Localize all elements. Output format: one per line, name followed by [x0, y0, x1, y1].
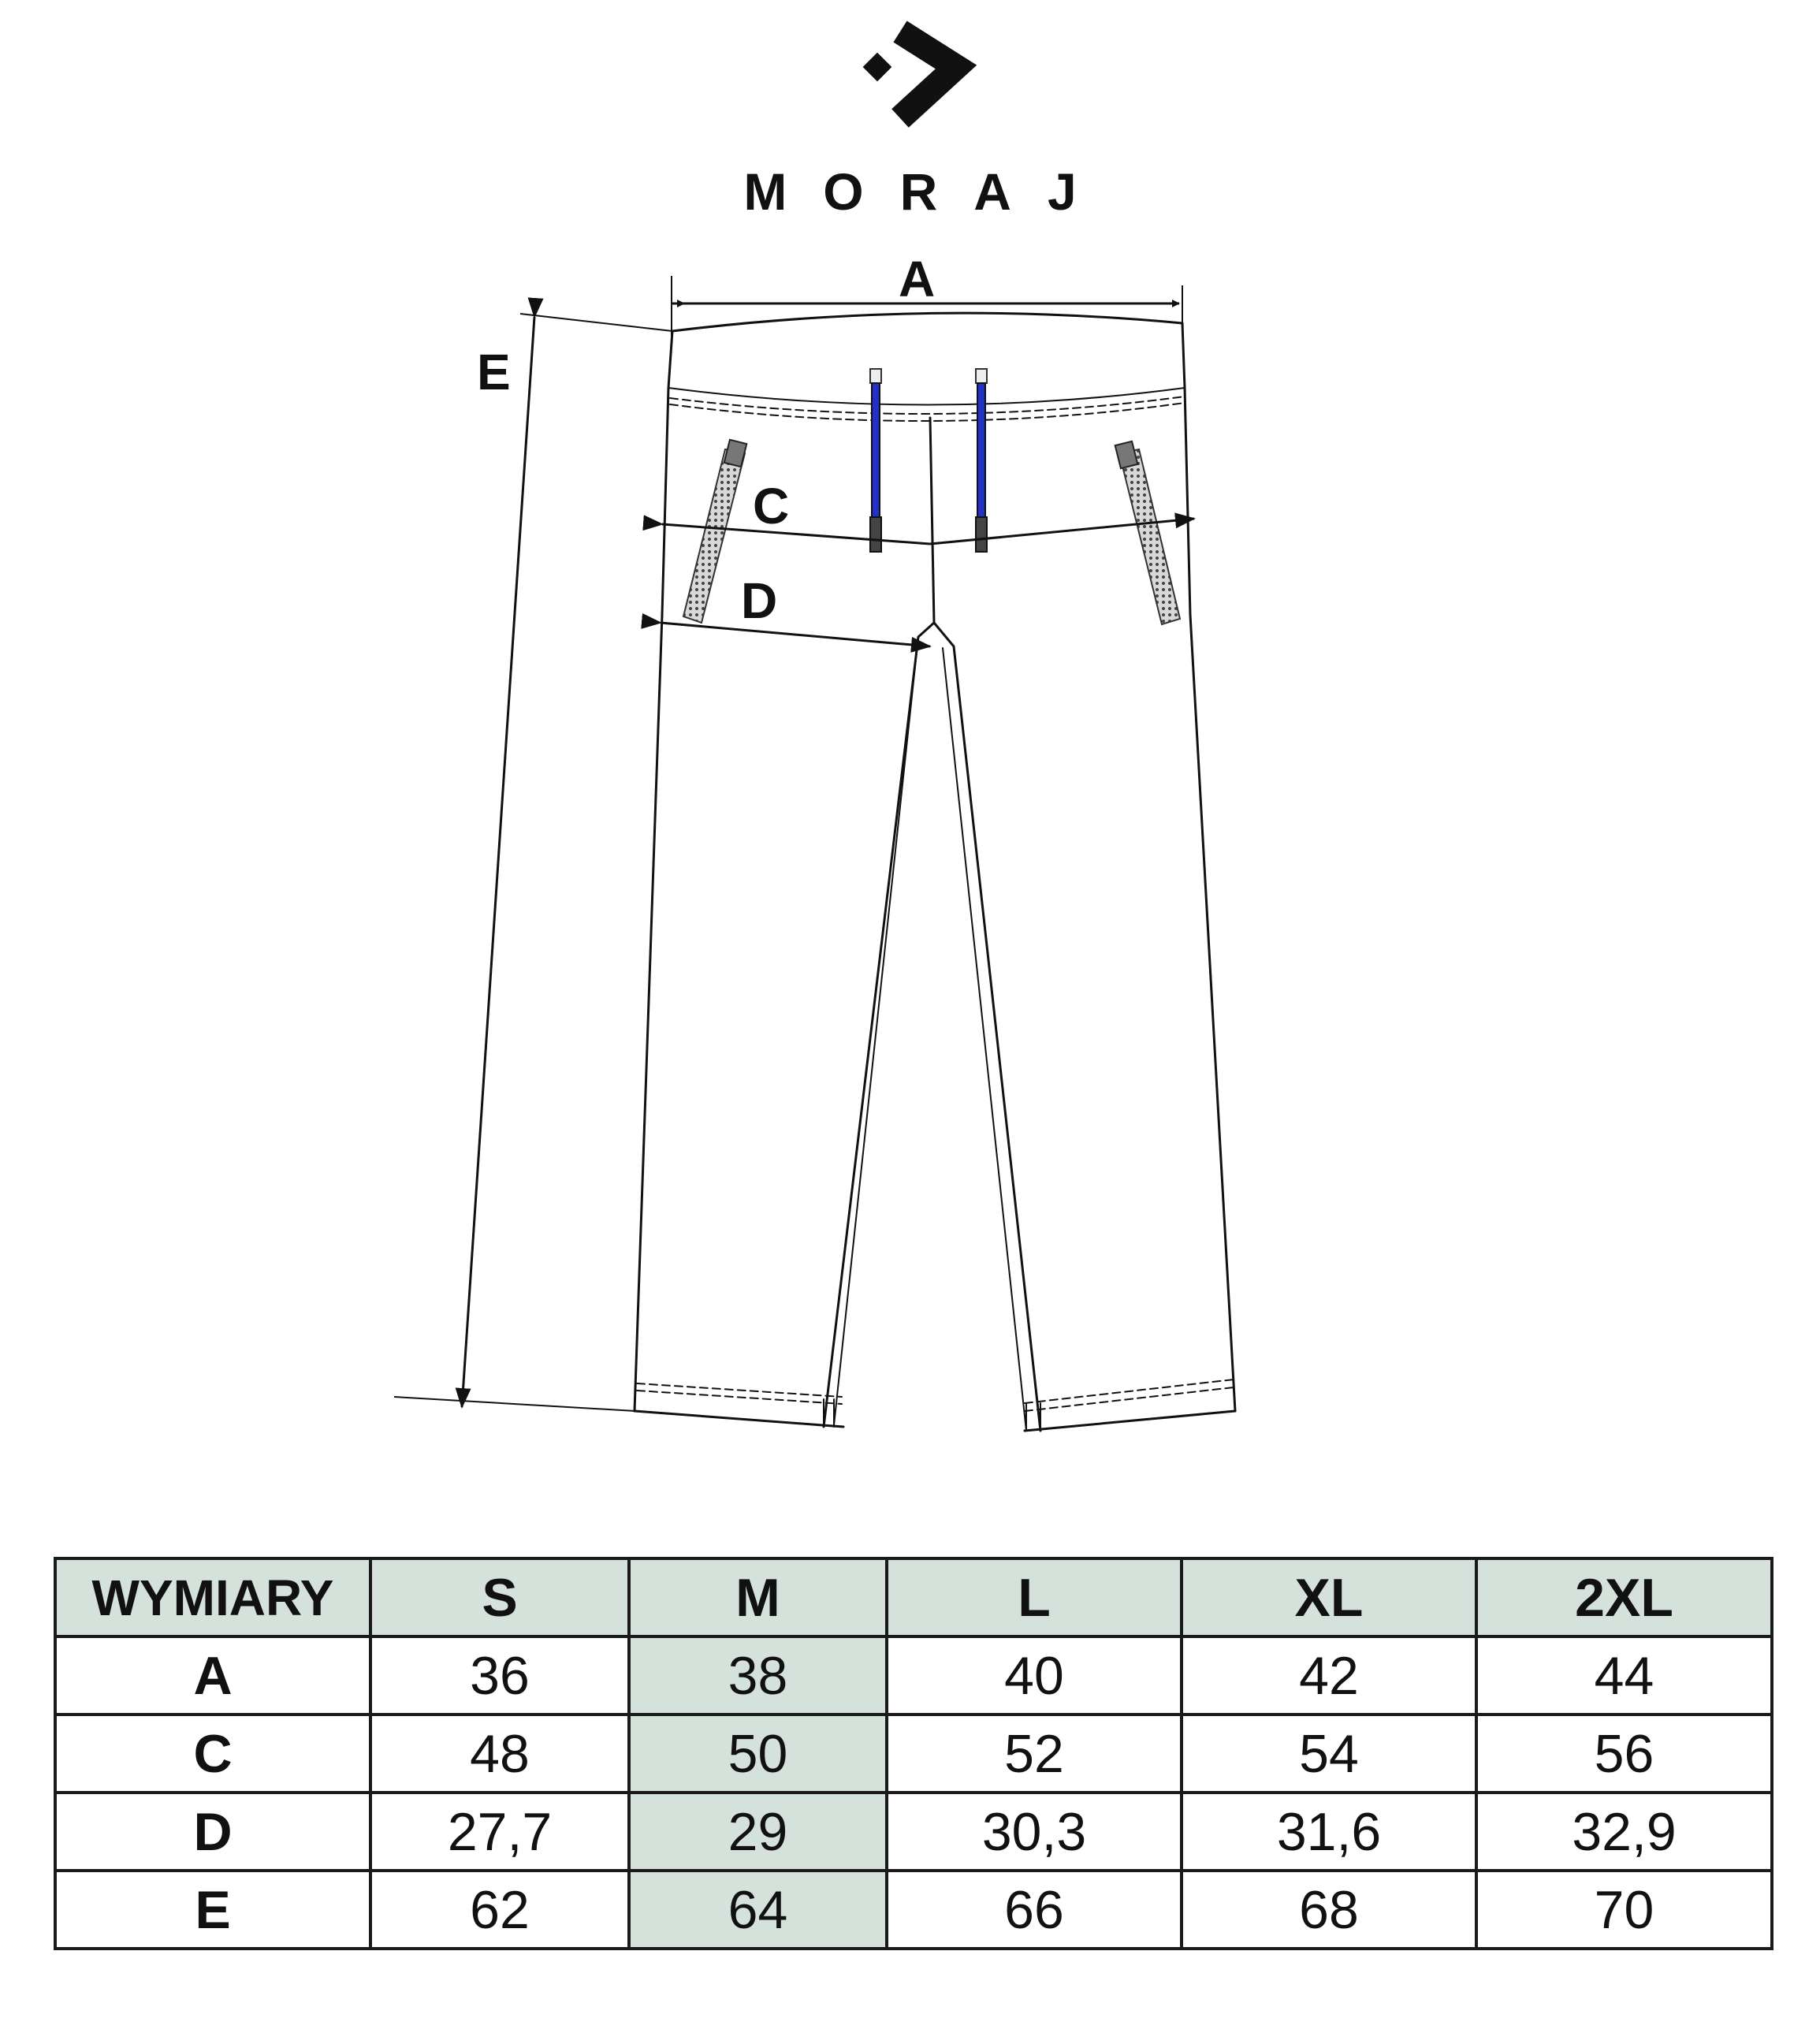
table-header-row	[55, 1558, 1772, 1636]
table-cell: 27,7	[370, 1793, 629, 1871]
left-leg-inner-seam-2	[834, 637, 918, 1425]
waistband-right-side	[1182, 323, 1185, 388]
waistband-bottom	[668, 388, 1185, 405]
dimension-e-extension-top	[520, 314, 672, 331]
table-cell: 36	[370, 1636, 629, 1715]
right-zipper-pocket	[1115, 441, 1180, 624]
right-leg-inner-seam	[934, 623, 1040, 1431]
table-cell: 56	[1476, 1715, 1772, 1793]
table-cell: 52	[887, 1715, 1182, 1793]
table-row	[55, 1636, 1772, 1715]
dimension-d-label: D	[741, 572, 778, 629]
table-header-cell: 2XL	[1476, 1558, 1772, 1636]
table-row-label: C	[55, 1715, 370, 1793]
left-zipper-pocket	[683, 440, 746, 623]
dimension-a-label: A	[899, 251, 936, 307]
table-cell: 62	[370, 1871, 629, 1949]
waistband-top	[672, 313, 1182, 331]
table-row-label: A	[55, 1636, 370, 1715]
right-leg-outer-seam	[1185, 388, 1235, 1411]
left-leg-outer-seam	[635, 388, 668, 1411]
brand-name: MORAJ	[743, 162, 1113, 221]
table-header-cell: M	[629, 1558, 887, 1636]
left-hem-stitch-1	[637, 1383, 842, 1397]
table-cell: 29	[629, 1793, 887, 1871]
dimension-d-line	[661, 623, 930, 646]
trousers-diagram	[0, 236, 1820, 1466]
table-cell: 44	[1476, 1636, 1772, 1715]
table-cell: 70	[1476, 1871, 1772, 1949]
waistband-left-side	[668, 331, 672, 388]
dimension-c-label: C	[753, 478, 790, 534]
center-front-seam	[930, 418, 934, 623]
right-hem	[1025, 1411, 1235, 1431]
right-leg-inner-seam-2	[943, 648, 1026, 1431]
table-cell: 64	[629, 1871, 887, 1949]
table-row	[55, 1793, 1772, 1871]
table-cell: 50	[629, 1715, 887, 1793]
table-cell: 38	[629, 1636, 887, 1715]
table-cell: 66	[887, 1871, 1182, 1949]
table-row	[55, 1715, 1772, 1793]
table-cell: 54	[1182, 1715, 1476, 1793]
table-row-label: E	[55, 1871, 370, 1949]
left-leg-inner-seam	[824, 623, 934, 1427]
table-cell: 40	[887, 1636, 1182, 1715]
table-cell: 68	[1182, 1871, 1476, 1949]
table-header-cell: L	[887, 1558, 1182, 1636]
table-cell: 31,6	[1182, 1793, 1476, 1871]
dimension-e-extension-bottom	[394, 1397, 635, 1411]
table-row	[55, 1871, 1772, 1949]
drawstrings	[870, 369, 987, 552]
table-cell: 32,9	[1476, 1793, 1772, 1871]
left-hem	[635, 1411, 843, 1427]
table-header-cell: S	[370, 1558, 629, 1636]
table-row-label: D	[55, 1793, 370, 1871]
table-cell: 48	[370, 1715, 629, 1793]
table-cell: 30,3	[887, 1793, 1182, 1871]
chevron-diamond-icon	[863, 32, 956, 118]
table-header-cell: XL	[1182, 1558, 1476, 1636]
table-cell: 42	[1182, 1636, 1476, 1715]
left-hem-stitch-2	[637, 1391, 842, 1404]
size-chart-table	[54, 1557, 1773, 1950]
table-header-cell: WYMIARY	[55, 1558, 370, 1636]
dimension-e-label: E	[477, 344, 511, 400]
dimension-e-line	[462, 317, 534, 1407]
